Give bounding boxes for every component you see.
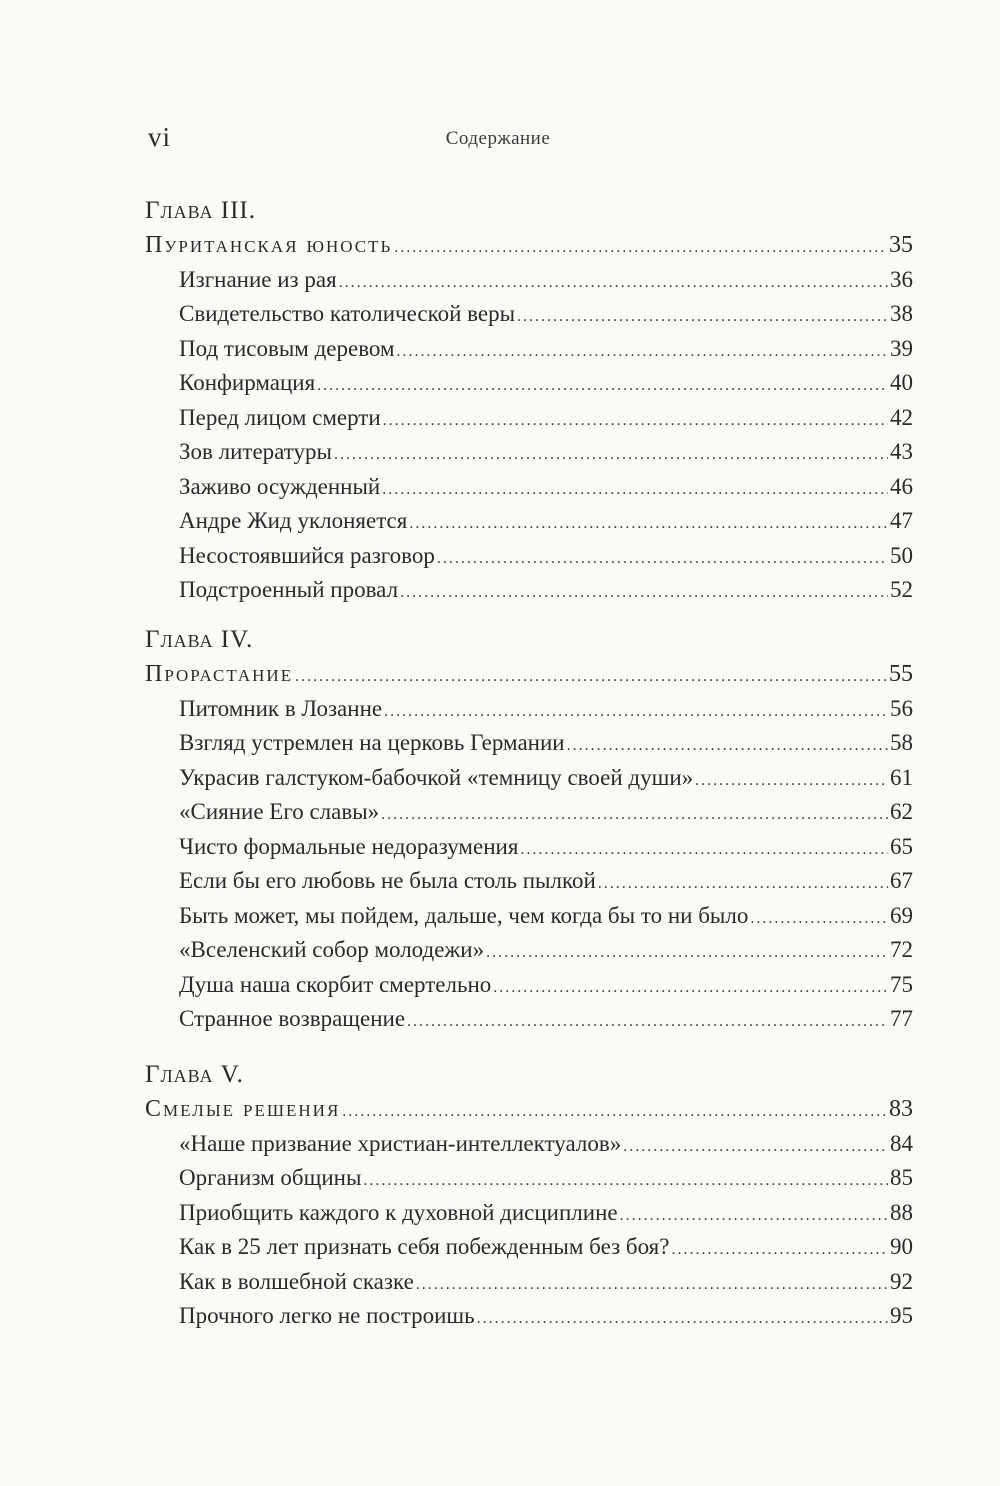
dot-leader bbox=[416, 1268, 888, 1303]
toc-entry bbox=[145, 899, 913, 934]
toc-entry-page: 38 bbox=[890, 301, 913, 326]
chapter-5 bbox=[145, 1058, 913, 1334]
chapter-label: Глава IV. bbox=[145, 626, 254, 653]
toc-entry-page: 90 bbox=[890, 1234, 913, 1259]
toc-entry-title: Изгнание из рая bbox=[179, 266, 337, 292]
toc-entry-title: Как в волшебной сказке bbox=[179, 1268, 414, 1294]
toc-entry-page: 58 bbox=[890, 730, 913, 755]
toc-entry-page: 69 bbox=[890, 902, 913, 928]
toc-entry-title: «Вселенский собор молодежи» bbox=[179, 937, 485, 962]
dot-leader bbox=[382, 473, 888, 508]
toc-entry-page: 95 bbox=[890, 1303, 913, 1328]
toc-entry bbox=[145, 933, 913, 968]
dot-leader bbox=[477, 1302, 888, 1337]
dot-leader bbox=[517, 300, 888, 335]
running-title: Содержание bbox=[445, 128, 551, 149]
dot-leader bbox=[750, 902, 888, 937]
toc-entry bbox=[145, 1265, 913, 1300]
chapter-title: Прорастание bbox=[145, 661, 294, 687]
toc-entry-title: Перед лицом смерти bbox=[179, 404, 381, 430]
toc-entry-page: 77 bbox=[890, 1006, 913, 1031]
toc-entry bbox=[145, 435, 913, 470]
dot-leader bbox=[397, 335, 888, 370]
chapter-label: Глава V. bbox=[145, 1061, 244, 1088]
toc-entry-page: 61 bbox=[890, 764, 913, 790]
toc-entry-title: Взгляд устремлен на церковь Германии bbox=[179, 730, 565, 755]
toc-entry-title: Заживо осужденный bbox=[179, 473, 381, 499]
toc-entry-page: 40 bbox=[890, 370, 913, 395]
toc-entry-title: Приобщить каждого к духовной дисциплине bbox=[179, 1199, 618, 1225]
toc-entry bbox=[145, 726, 913, 761]
toc-entry bbox=[145, 332, 913, 367]
toc-entry bbox=[145, 968, 913, 1003]
toc-entry-title: Душа наша скорбит смертельно bbox=[179, 971, 492, 997]
toc-entry-page: 62 bbox=[890, 799, 913, 824]
toc-entry bbox=[145, 1230, 913, 1265]
dot-leader bbox=[342, 1095, 887, 1130]
toc-entry-title: Прочного легко не построишь bbox=[179, 1303, 475, 1328]
dot-leader bbox=[598, 867, 888, 902]
toc-entry-page: 56 bbox=[890, 695, 913, 721]
toc-entry-title: Если бы его любовь не была столь пылкой bbox=[179, 868, 596, 893]
toc-entry-page: 85 bbox=[890, 1165, 913, 1190]
toc-entry-title: Питомник в Лозанне bbox=[179, 695, 383, 721]
toc-entry bbox=[145, 297, 913, 332]
toc-entry-title: Несостоявшийся разговор bbox=[179, 542, 435, 568]
chapter-3 bbox=[145, 194, 913, 608]
chapter-title-entry bbox=[145, 1092, 913, 1127]
toc-entry bbox=[145, 573, 913, 608]
chapter-4 bbox=[145, 623, 913, 1037]
toc-entry-page: 84 bbox=[890, 1130, 913, 1156]
toc-entry bbox=[145, 1002, 913, 1037]
dot-leader bbox=[695, 764, 888, 799]
toc-entry-title: Подстроенный провал bbox=[179, 577, 399, 602]
chapter-title-entry bbox=[145, 657, 913, 692]
toc-entry-title: Украсив галстуком-бабочкой «темницу своей души» bbox=[179, 764, 694, 790]
dot-leader bbox=[317, 369, 888, 404]
dot-leader bbox=[409, 507, 888, 542]
toc-entry bbox=[145, 539, 913, 574]
toc-entry-page: 50 bbox=[890, 542, 913, 568]
toc-entry bbox=[145, 401, 913, 436]
toc-entry bbox=[145, 864, 913, 899]
toc-entry-page: 65 bbox=[890, 833, 913, 859]
dot-leader bbox=[339, 266, 888, 301]
dot-leader bbox=[567, 729, 888, 764]
dot-leader bbox=[334, 438, 888, 473]
toc-entry bbox=[145, 470, 913, 505]
toc-entry-page: 92 bbox=[890, 1268, 913, 1294]
toc-entry bbox=[145, 1161, 913, 1196]
chapter-page: 83 bbox=[889, 1096, 913, 1122]
toc-entry-page: 88 bbox=[890, 1199, 913, 1225]
page-number: vi bbox=[148, 122, 172, 152]
dot-leader bbox=[400, 576, 888, 611]
toc-entry-page: 46 bbox=[890, 473, 913, 499]
dot-leader bbox=[671, 1233, 888, 1268]
toc-entry bbox=[145, 1127, 913, 1162]
dot-leader bbox=[381, 798, 888, 833]
toc-entry-page: 36 bbox=[890, 266, 913, 292]
dot-leader bbox=[623, 1130, 888, 1165]
toc-entry-title: Организм общины bbox=[179, 1165, 362, 1190]
dot-leader bbox=[493, 971, 888, 1006]
toc-entry-title: Конфирмация bbox=[179, 370, 316, 395]
toc-entry-page: 47 bbox=[890, 508, 913, 533]
toc-entry-title: Свидетельство католической веры bbox=[179, 301, 516, 326]
dot-leader bbox=[295, 660, 887, 695]
chapter-page: 55 bbox=[889, 661, 913, 687]
toc-entry bbox=[145, 504, 913, 539]
toc-entry bbox=[145, 366, 913, 401]
dot-leader bbox=[394, 231, 887, 266]
toc-entry-page: 42 bbox=[890, 404, 913, 430]
toc-entry-title: Андре Жид уклоняется bbox=[179, 508, 408, 533]
toc-entry-title: Зов литературы bbox=[179, 439, 332, 464]
dot-leader bbox=[383, 404, 888, 439]
toc-entry bbox=[145, 1299, 913, 1334]
toc-entry bbox=[145, 1196, 913, 1231]
dot-leader bbox=[437, 542, 888, 577]
dot-leader bbox=[486, 936, 888, 971]
chapter-title: Смелые решения bbox=[145, 1096, 341, 1122]
toc-entry-page: 43 bbox=[890, 439, 913, 464]
toc-entry-page: 72 bbox=[890, 937, 913, 962]
toc-entry-page: 52 bbox=[890, 577, 913, 602]
running-head bbox=[148, 122, 918, 152]
toc-entry-title: «Наше призвание христиан-интеллектуалов» bbox=[179, 1130, 622, 1156]
chapter-label: Глава III. bbox=[145, 197, 257, 224]
toc-entry bbox=[145, 830, 913, 865]
toc-entry bbox=[145, 795, 913, 830]
toc-entry-page: 39 bbox=[890, 335, 913, 361]
chapter-page: 35 bbox=[889, 232, 913, 258]
toc-entry-title: Как в 25 лет признать себя побежденным без боя? bbox=[179, 1234, 670, 1259]
toc-entry-title: Под тисовым деревом bbox=[179, 335, 395, 361]
toc-entry-title: Странное возвращение bbox=[179, 1006, 406, 1031]
toc-entry bbox=[145, 692, 913, 727]
dot-leader bbox=[520, 833, 888, 868]
chapter-title-entry bbox=[145, 228, 913, 263]
toc-entry-title: «Сияние Его славы» bbox=[179, 799, 380, 824]
toc-entry-title: Быть может, мы пойдем, дальше, чем когда бы то ни было bbox=[179, 902, 749, 928]
toc-entry bbox=[145, 263, 913, 298]
toc-entry-page: 67 bbox=[890, 868, 913, 893]
dot-leader bbox=[363, 1164, 888, 1199]
chapter-title: Пуританская юность bbox=[145, 232, 393, 258]
toc-entry-page: 75 bbox=[890, 971, 913, 997]
dot-leader bbox=[384, 695, 888, 730]
dot-leader bbox=[407, 1005, 888, 1040]
toc-entry bbox=[145, 761, 913, 796]
toc-entry-title: Чисто формальные недоразумения bbox=[179, 833, 519, 859]
dot-leader bbox=[620, 1199, 888, 1234]
